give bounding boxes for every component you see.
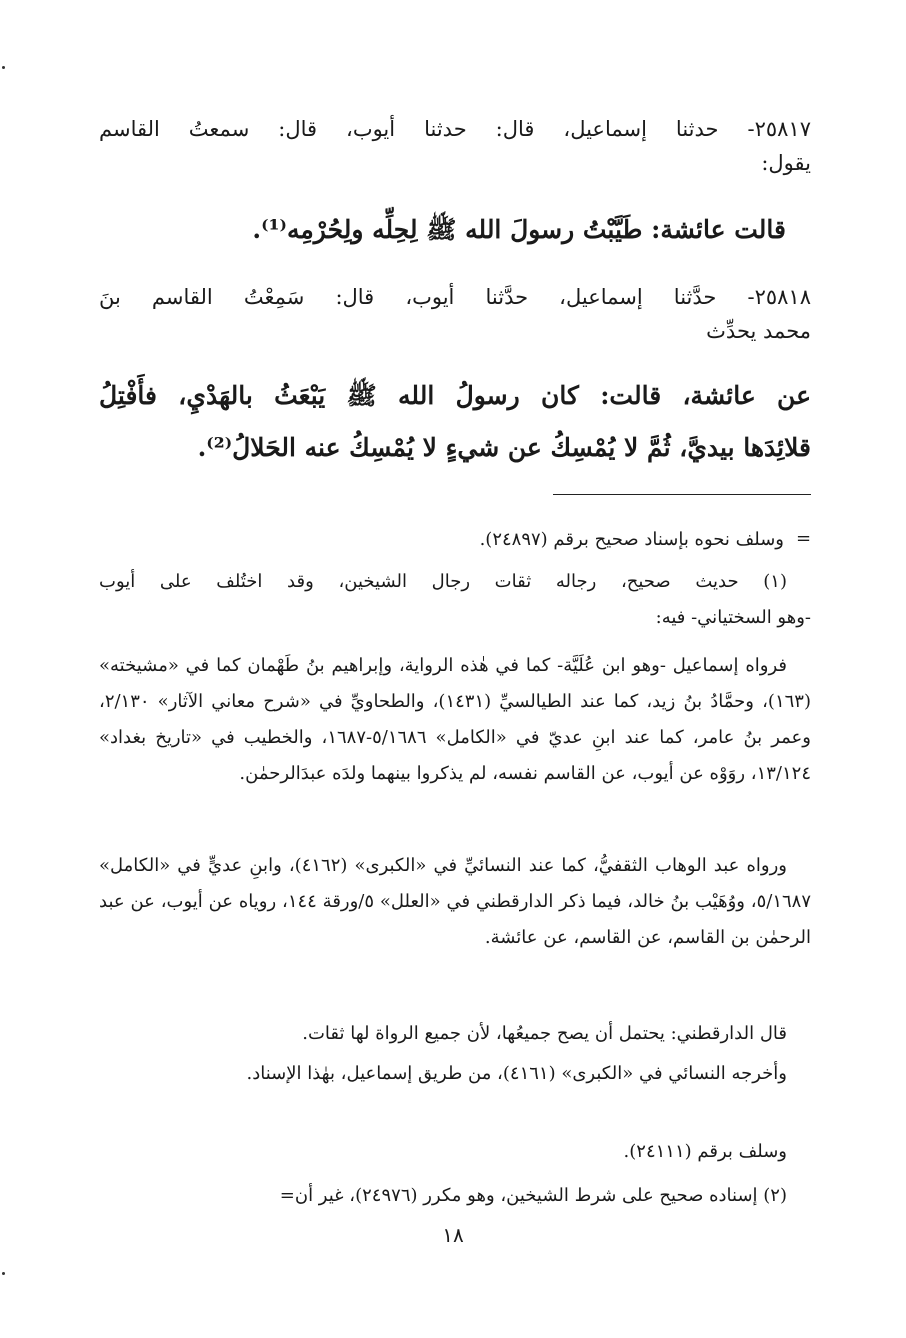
footnote-1-paragraph: وسلف برقم (٢٤١١١). bbox=[623, 1141, 787, 1162]
footnote-1 bbox=[99, 564, 811, 636]
footnote-1-paragraph: قال الدارقطني: يحتمل أن يصح جميعُها، لأن جميع الرواة لها ثقات. bbox=[302, 1023, 787, 1044]
page-number: ١٨ bbox=[442, 1223, 464, 1247]
margin-mark bbox=[2, 66, 5, 69]
isnad-line: يقول: bbox=[761, 151, 811, 175]
footnote-1-paragraph: وأخرجه النسائي في «الكبرى» (٤١٦١)، من طريق إسماعيل، بهٰذا الإسناد. bbox=[246, 1063, 787, 1084]
hadith-25818-isnad bbox=[99, 280, 811, 348]
hadith-25817-matn bbox=[99, 204, 786, 256]
isnad-line: ٢٥٨١٨- حدَّثنا إسماعيل، حدَّثنا أيوب، قال: سَمِعْتُ القاسم بنَ bbox=[99, 285, 811, 309]
footnote-1-paragraph: ورواه عبد الوهاب الثقفيُّ، كما عند النسائيِّ في «الكبرى» (٤١٦٢)، وابنِ عديٍّ في «الكامل» ٥/١٦٨٧، ووُهَيْب بنُ خالد، فيما ذكر الدارقطني في «العلل» ٥/ورقة ١٤٤، روياه عن أيوب، عن عبد الرحمٰن بن القاسم، عن القاسم، عن عائشة. bbox=[99, 855, 812, 948]
matn-line: عن عائشة، قالت: كان رسولُ الله ﷺ يَبْعَثُ بالهَدْيِ، فأَفْتِلُ bbox=[99, 381, 811, 410]
matn-line: قلائِدَها بيديَّ، ثُمَّ لا يُمْسِكُ عن شيءٍ لا يُمْسِكُ عنه الحَلالُ⁽²⁾. bbox=[197, 433, 811, 462]
margin-mark bbox=[2, 1272, 5, 1275]
footnote-2: (٢) إسناده صحيح على شرط الشيخين، وهو مكرر (٢٤٩٧٦)، غير أن= bbox=[279, 1185, 787, 1206]
footnote-line: (١) حديث صحيح، رجاله ثقات رجال الشيخين، وقد اختُلف على أيوب bbox=[99, 571, 787, 592]
hadith-25817-isnad bbox=[99, 112, 811, 180]
hadith-25818-matn bbox=[99, 370, 811, 474]
footnote-line: -وهو السختياني- فيه: bbox=[655, 607, 811, 628]
footnote-divider bbox=[553, 494, 811, 495]
footnote-continued: وسلف نحوه بإسناد صحيح برقم (٢٤٨٩٧). bbox=[479, 529, 784, 550]
continuation-mark: = bbox=[796, 528, 812, 549]
isnad-line: محمد يحدِّث bbox=[706, 319, 811, 343]
matn-line: قالت عائشة: طَيَّبْتُ رسولَ الله ﷺ لِحِلِّه ولِحُرْمِه⁽¹⁾. bbox=[252, 215, 786, 244]
footnotes-area bbox=[99, 522, 784, 558]
footnote-1-paragraph: فرواه إسماعيل -وهو ابن عُلَيَّة- كما في هٰذه الرواية، وإبراهيم بنُ طَهْمان كما في «مشيخته» (١٦٣)، وحمَّادُ بنُ زيد، كما عند الطيالسيِّ (١٤٣١)، والطحاويِّ في «شرح معاني الآثار» ٢/١٣٠، وعمر بنُ عامر، كما عند ابنِ عديّ في «الكامل» ٥/١٦٨٦-١٦٨٧، والخطيب في «تاريخ بغداد» ١٣/١٢٤، روَوْه عن أيوب، عن القاسم نفسه، لم يذكروا بينهما ولدَه عبدَالرحمٰن. bbox=[99, 655, 811, 784]
isnad-line: ٢٥٨١٧- حدثنا إسماعيل، قال: حدثنا أيوب، قال: سمعتُ القاسم bbox=[99, 117, 811, 141]
